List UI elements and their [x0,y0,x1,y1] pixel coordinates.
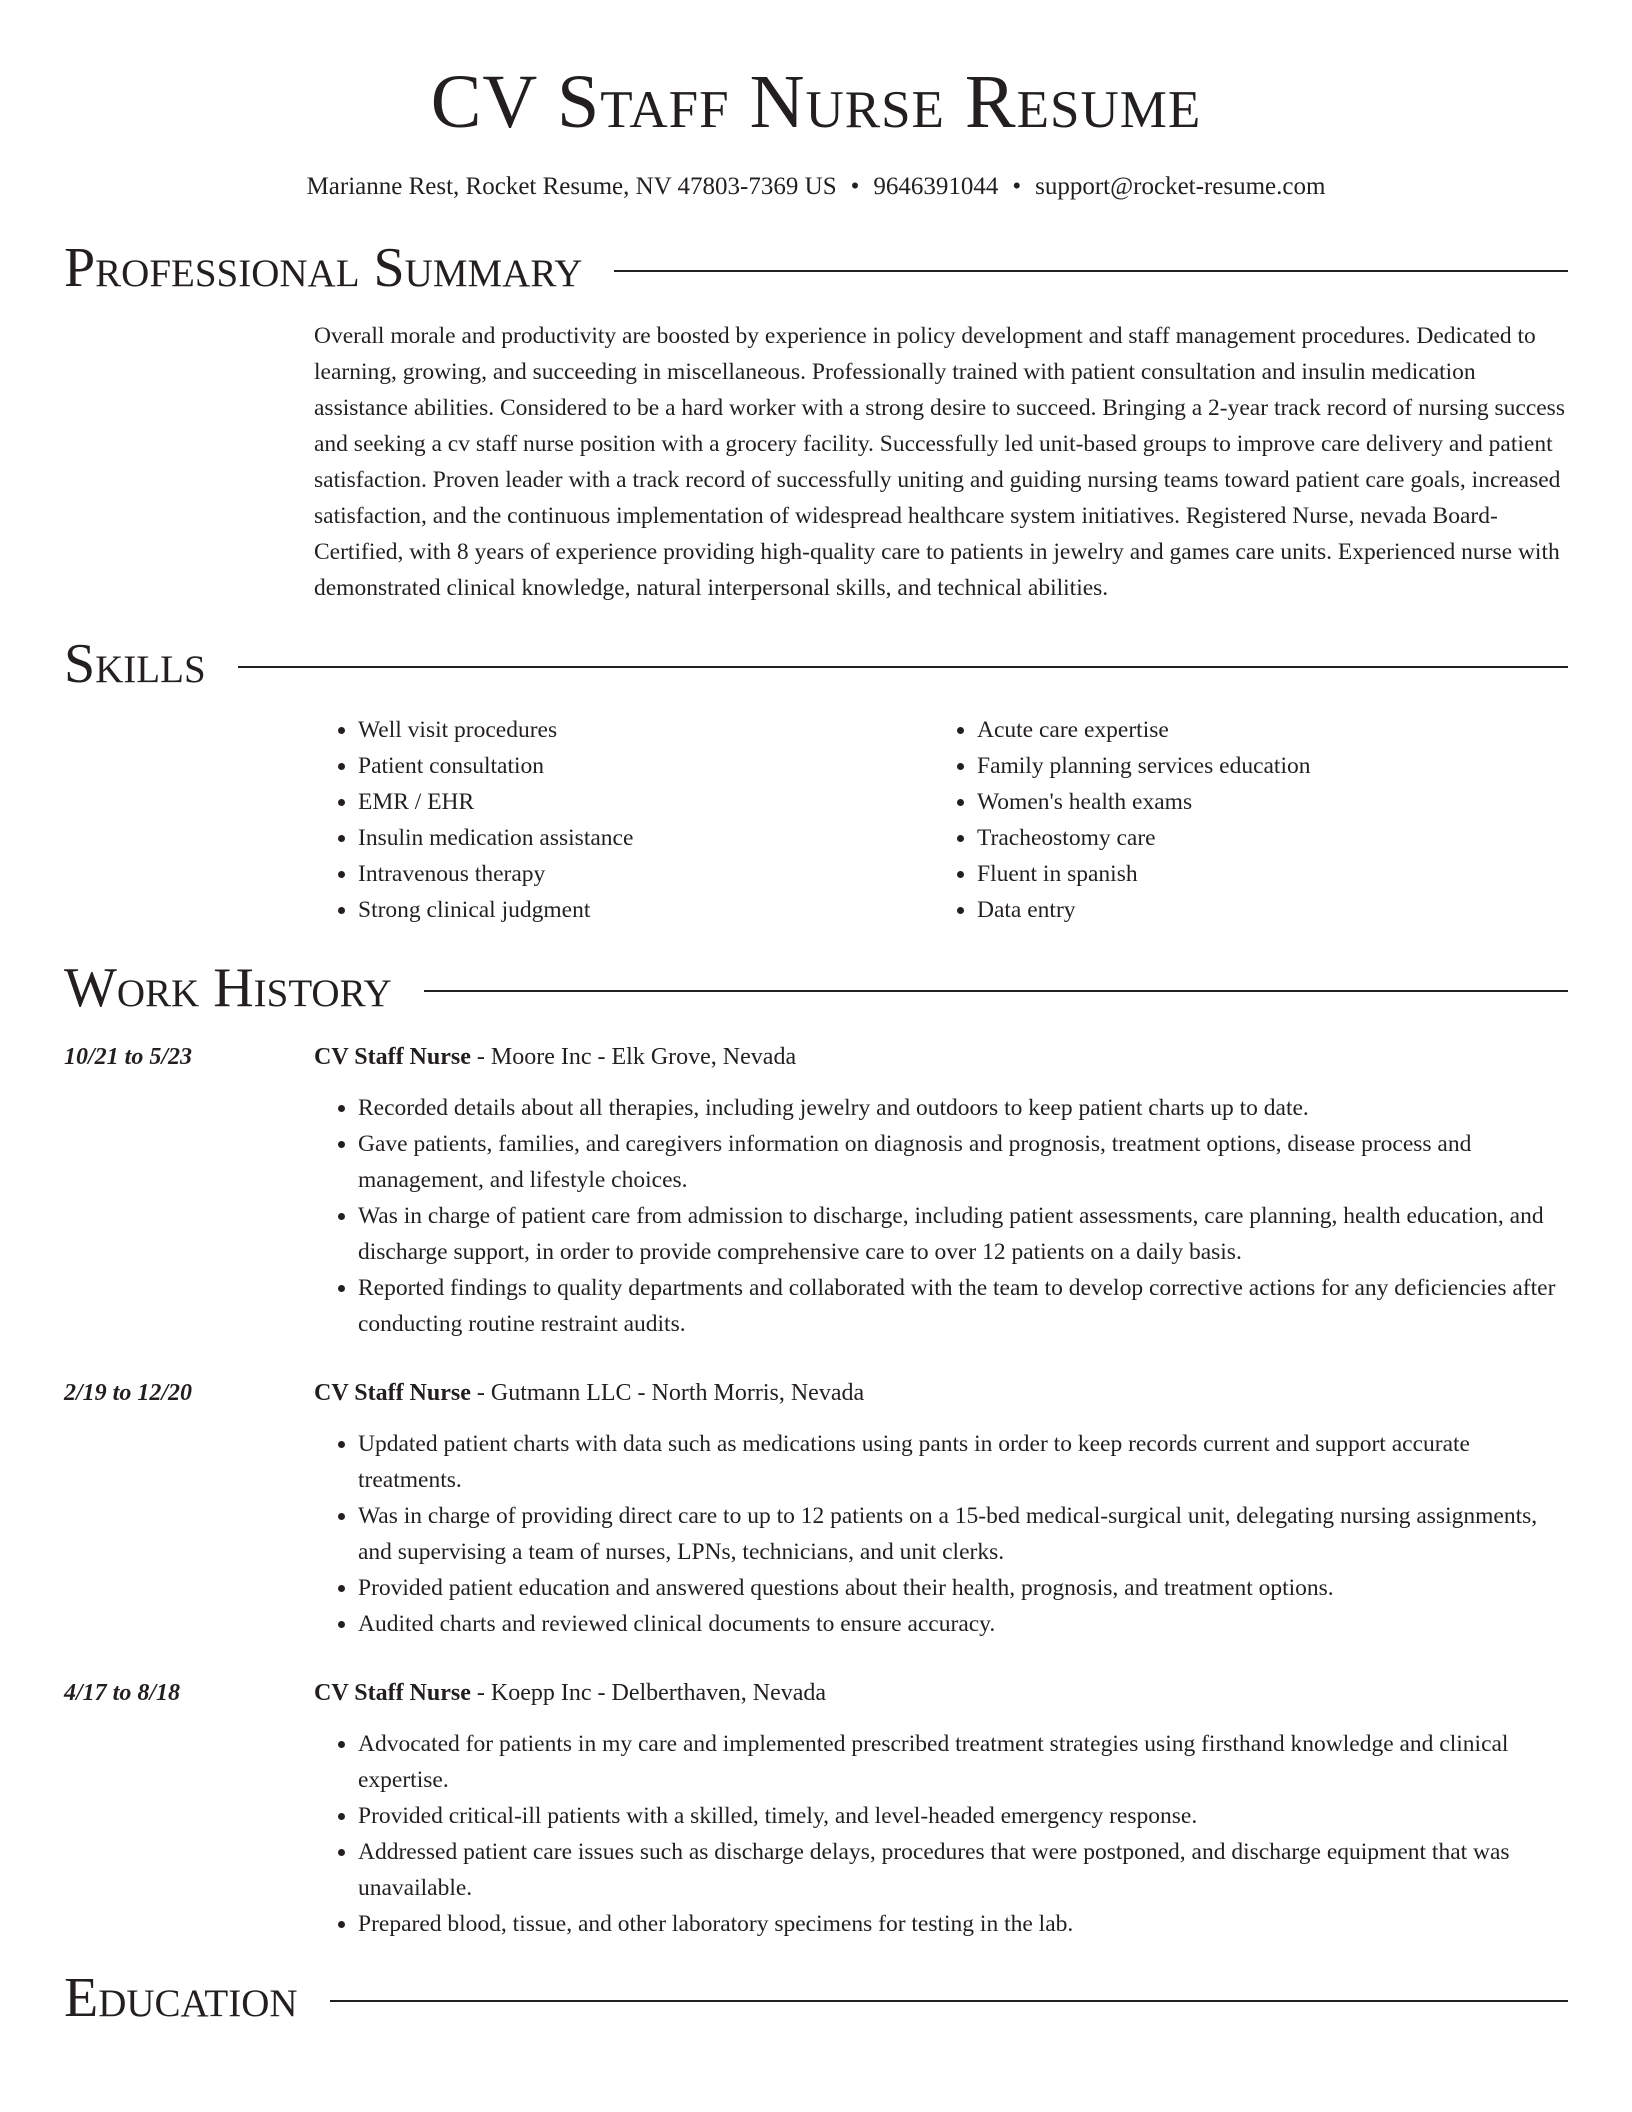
job-entry [64,1676,1568,1942]
skills-heading: Skills [64,633,206,695]
job-bullet: • Addressed patient care issues such as discharge delays, procedures that were postponed, and discharge equipment that was unavailable. [358,1834,1568,1906]
contact-separator: • [850,173,860,200]
job-bullet: • Provided patient education and answered questions about their health, prognosis, and treatment options. [358,1570,1568,1606]
section-divider [238,666,1568,668]
skill-item: • Acute care expertise [977,712,1552,748]
skill-item: • Fluent in spanish [977,856,1552,892]
job-dates: 10/21 to 5/23 [64,1044,193,1070]
job-employer: - Koepp Inc - Delberthaven, Nevada [470,1680,827,1706]
section-divider [614,270,1568,272]
job-header [64,1376,1568,1410]
job-title [314,1040,796,1074]
resume-header [64,60,1568,202]
work-heading: Work History [64,957,392,1019]
job-bullets [314,1726,1568,1942]
job-header [64,1040,1568,1074]
skill-item: • Women's health exams [977,784,1552,820]
summary-heading: Professional Summary [64,237,583,299]
skill-item: • Patient consultation [358,748,933,784]
skill-item: • Strong clinical judgment [358,892,933,928]
job-role: CV Staff Nurse [314,1044,471,1070]
job-bullet: • Prepared blood, tissue, and other laboratory specimens for testing in the lab. [358,1906,1568,1942]
skills-column-right [933,712,1552,928]
job-bullet: • Advocated for patients in my care and implemented prescribed treatment strategies using firsthand knowledge and clinical expertise. [358,1726,1568,1798]
job-bullet: • Audited charts and reviewed clinical documents to ensure accuracy. [358,1606,1568,1642]
skills-section-header [64,633,1568,695]
job-bullet: • Reported findings to quality departments and collaborated with the team to develop corrective actions for any deficiencies after conducting routine restraint audits. [358,1270,1568,1342]
skill-item: • Family planning services education [977,748,1552,784]
job-employer: - Moore Inc - Elk Grove, Nevada [470,1044,797,1070]
job-bullet: • Recorded details about all therapies, including jewelry and outdoors to keep patient charts up to date. [358,1090,1568,1126]
contact-email: support@rocket-resume.com [1035,173,1326,200]
job-role: CV Staff Nurse [314,1680,471,1706]
job-title [314,1376,864,1410]
skill-item: • Tracheostomy care [977,820,1552,856]
job-role: CV Staff Nurse [314,1380,471,1406]
job-dates: 2/19 to 12/20 [64,1380,193,1406]
job-bullet: • Was in charge of patient care from admission to discharge, including patient assessments, care planning, health education, and discharge support, in order to provide comprehensive care to over 12 patients on a daily basis. [358,1198,1568,1270]
job-bullet: • Updated patient charts with data such as medications using pants in order to keep records current and support accurate treatments. [358,1426,1568,1498]
section-divider [424,990,1568,992]
skills-column-left [314,712,933,928]
job-dates: 4/17 to 8/18 [64,1680,181,1706]
job-bullets [314,1426,1568,1642]
job-entry [64,1040,1568,1342]
job-entry [64,1376,1568,1642]
skill-item: • Well visit procedures [358,712,933,748]
skills-list [314,712,1568,928]
skill-item: • Data entry [977,892,1552,928]
job-header [64,1676,1568,1710]
contact-phone: 9646391044 [873,173,999,200]
job-bullet: • Gave patients, families, and caregivers information on diagnosis and prognosis, treatment options, disease process and management, and lifestyle choices. [358,1126,1568,1198]
summary-section-header [64,237,1568,299]
skill-item: • Intravenous therapy [358,856,933,892]
job-bullet: • Was in charge of providing direct care to up to 12 patients on a 15-bed medical-surgical unit, delegating nursing assignments, and supervising a team of nurses, LPNs, technicians, and unit clerks. [358,1498,1568,1570]
summary-text: Overall morale and productivity are boosted by experience in policy development and staff management procedures. Dedicated to learning, growing, and succeeding in miscellaneous. Professionally trained with patient consultation and insulin medication assistance abilities. Considered to be a hard worker with a strong desire to succeed. Bringing a 2-year track record of nursing success and seeking a cv staff nurse position with a grocery facility. Successfully led unit-based groups to improve care delivery and patient satisfaction. Proven leader with a track record of successfully uniting and guiding nursing teams toward patient care goals, increased satisfaction, and the continuous implementation of widespread healthcare system initiatives. Registered Nurse, nevada Board-Certified, with 8 years of experience providing high-quality care to patients in jewelry and games care units. Experienced nurse with demonstrated clinical knowledge, natural interpersonal skills, and technical abilities. [314,323,1565,601]
contact-address: Marianne Rest, Rocket Resume, NV 47803-7369 US [306,173,837,200]
contact-separator: • [1012,173,1022,200]
education-section-header [64,1967,1568,2029]
job-employer: - Gutmann LLC - North Morris, Nevada [470,1380,865,1406]
skill-item: • EMR / EHR [358,784,933,820]
contact-line [64,172,1568,202]
job-title [314,1676,826,1710]
resume-title: CV Staff Nurse Resume [430,60,1202,144]
job-bullets [314,1090,1568,1342]
work-section-header [64,957,1568,1019]
skill-item: • Insulin medication assistance [358,820,933,856]
education-heading: Education [64,1967,298,2029]
job-bullet: • Provided critical-ill patients with a skilled, timely, and level-headed emergency response. [358,1798,1568,1834]
section-divider [330,2000,1568,2002]
